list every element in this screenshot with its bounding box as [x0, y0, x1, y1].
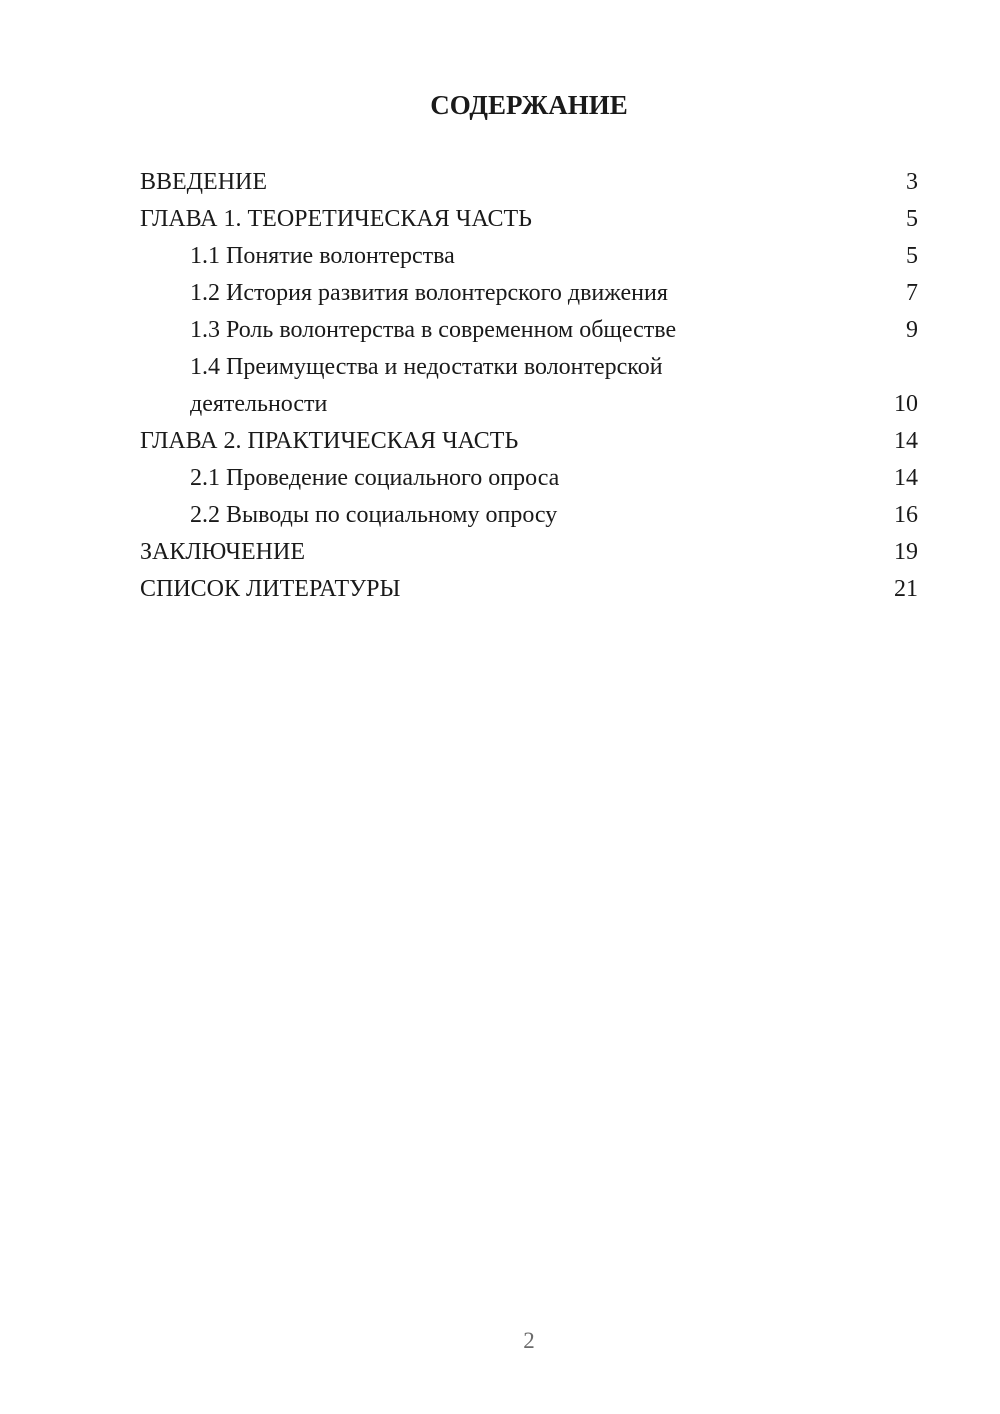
toc-entry	[140, 423, 918, 460]
toc-entry-label: ВВЕДЕНИЕ	[140, 169, 268, 195]
toc-entry-label: ЗАКЛЮЧЕНИЕ	[140, 539, 305, 565]
table-of-contents	[140, 164, 918, 608]
toc-entry-page: 5	[906, 243, 918, 269]
toc-entry-label: 1.1 Понятие волонтерства	[190, 243, 455, 269]
toc-entry	[140, 312, 918, 349]
toc-entry	[140, 460, 918, 497]
toc-entry-page: 21	[894, 576, 918, 602]
toc-entry-page: 16	[894, 502, 918, 528]
toc-entry-page: 19	[894, 539, 918, 565]
toc-entry-label: 1.2 История развития волонтерского движения	[190, 280, 668, 306]
toc-entry-label: 2.2 Выводы по социальному опросу	[190, 502, 558, 528]
toc-entry-label: 1.4 Преимущества и недостатки волонтерской деятельности	[190, 354, 663, 417]
page-title: СОДЕРЖАНИЕ	[430, 90, 628, 120]
toc-entry-page: 9	[906, 317, 918, 343]
toc-entry	[140, 201, 918, 238]
toc-entry-label: 2.1 Проведение социального опроса	[190, 465, 560, 491]
toc-entry	[140, 497, 918, 534]
toc-entry-page: 10	[894, 391, 918, 417]
toc-entry-page: 3	[906, 169, 918, 195]
toc-entry	[140, 164, 918, 201]
toc-entry-label: 1.3 Роль волонтерства в современном обществе	[190, 317, 677, 343]
toc-entry-page: 7	[906, 280, 918, 306]
toc-entry-label: ГЛАВА 1. ТЕОРЕТИЧЕСКАЯ ЧАСТЬ	[140, 206, 532, 232]
page-number: 2	[523, 1328, 535, 1353]
toc-entry-page: 5	[906, 206, 918, 232]
toc-entry-label: СПИСОК ЛИТЕРАТУРЫ	[140, 576, 401, 602]
toc-entry-page: 14	[894, 465, 918, 491]
page-content	[0, 0, 1000, 608]
toc-entry	[140, 349, 918, 423]
toc-entry	[140, 571, 918, 608]
toc-entry-label: ГЛАВА 2. ПРАКТИЧЕСКАЯ ЧАСТЬ	[140, 428, 519, 454]
toc-entry	[140, 238, 918, 275]
toc-entry	[140, 275, 918, 312]
toc-entry	[140, 534, 918, 571]
toc-entry-page: 14	[894, 428, 918, 454]
